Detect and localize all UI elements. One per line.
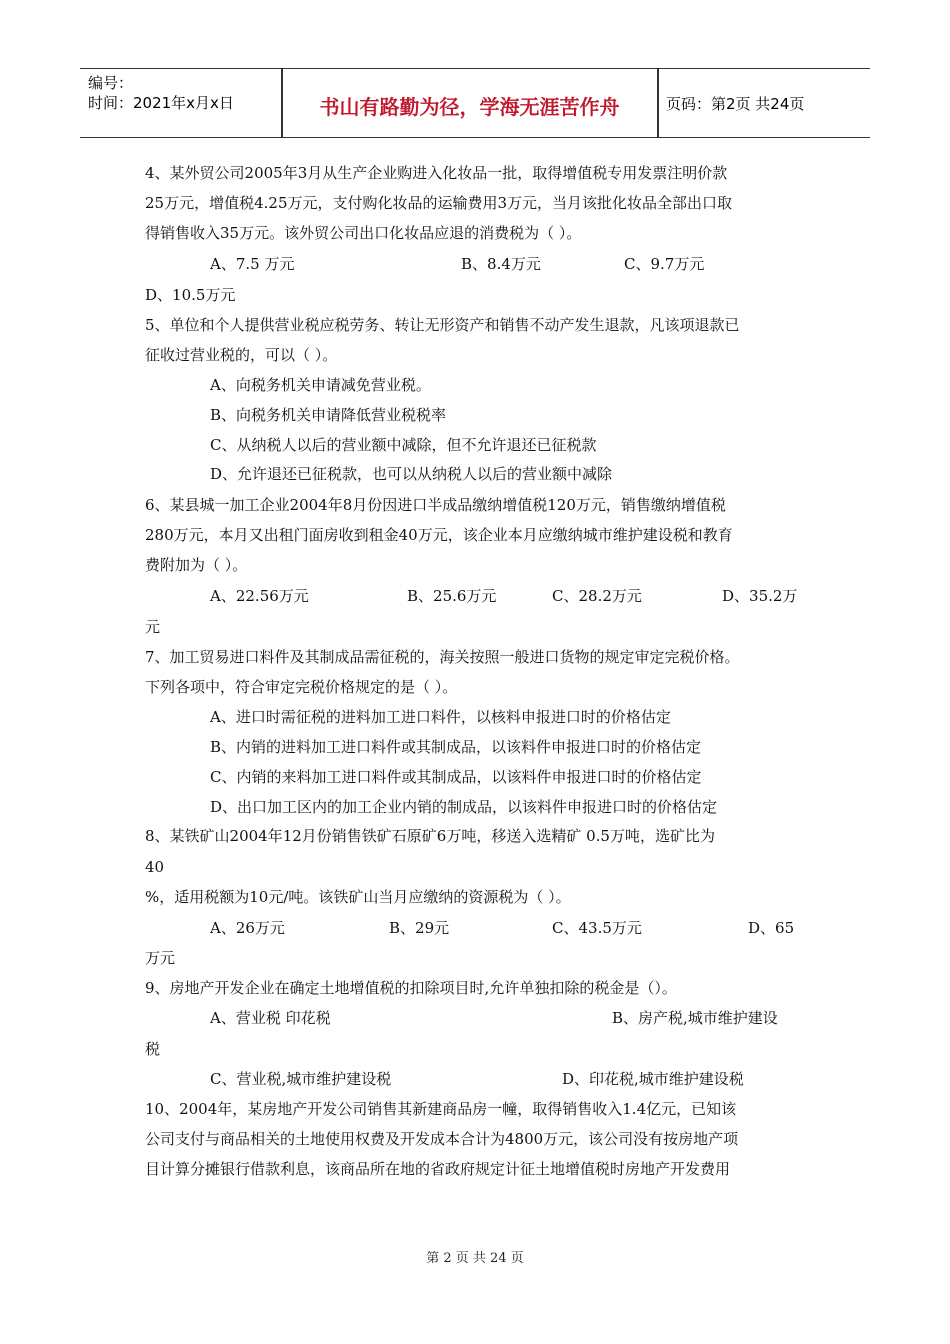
- option-d: D、允许退还已征税款，也可以从纳税人以后的营业额中减除: [210, 465, 613, 483]
- option-b: B、25.6万元: [407, 587, 497, 605]
- header-meta: [88, 73, 280, 113]
- question-4-text: 4、某外贸公司2005年3月从生产企业购进入化妆品一批，取得增值税专用发票注明价款: [145, 164, 728, 182]
- option-b: B、8.4万元: [461, 255, 541, 273]
- option-d: D、出口加工区内的加工企业内销的制成品，以该料件申报进口时的价格估定: [210, 798, 718, 816]
- option-d: D、10.5万元: [145, 286, 236, 304]
- question-5-text: 征收过营业税的，可以（ ）。: [145, 346, 338, 364]
- header-divider: [657, 69, 659, 137]
- option-c: C、9.7万元: [624, 255, 705, 273]
- option-d: D、印花税,城市维护建设税: [562, 1070, 744, 1088]
- question-8-text: 8、某铁矿山2004年12月份销售铁矿石原矿6万吨，移送入选精矿 0.5万吨，选矿比为: [145, 827, 715, 845]
- question-8-text: %，适用税额为10元/吨。该铁矿山当月应缴纳的资源税为（ ）。: [145, 888, 571, 906]
- option-a: A、营业税 印花税: [210, 1009, 331, 1027]
- question-5-text: 5、单位和个人提供营业税应税劳务、转让无形资产和销售不动产发生退款，凡该项退款已: [145, 316, 740, 334]
- option-b-continued: 税: [145, 1040, 161, 1058]
- option-c: C、从纳税人以后的营业额中减除，但不允许退还已征税款: [210, 436, 597, 454]
- question-7-text: 7、加工贸易进口料件及其制成品需征税的，海关按照一般进口货物的规定审定完税价格。: [145, 648, 740, 666]
- option-a: A、进口时需征税的进料加工进口料件，以核料申报进口时的价格估定: [210, 708, 671, 726]
- option-a: A、22.56万元: [210, 587, 309, 605]
- option-a: A、26万元: [210, 919, 285, 937]
- option-b: B、29元: [389, 919, 450, 937]
- question-6-text: 280万元，本月又出租门面房收到租金40万元，该企业本月应缴纳城市维护建设税和教育: [145, 526, 733, 544]
- option-b: B、房产税,城市维护建设: [612, 1009, 778, 1027]
- question-8-text: 40: [145, 858, 165, 876]
- header-motto: 书山有路勤为径，学海无涯苦作舟: [319, 95, 620, 119]
- option-d-continued: 万元: [145, 949, 176, 967]
- option-d: D、35.2万: [722, 587, 798, 605]
- question-6-text: 费附加为（ ）。: [145, 556, 248, 574]
- option-b: B、内销的进料加工进口料件或其制成品，以该料件申报进口时的价格估定: [210, 738, 702, 756]
- option-a: A、向税务机关申请减免营业税。: [210, 376, 431, 394]
- question-4-text: 25万元，增值税4.25万元，支付购化妆品的运输费用3万元，当月该批化妆品全部出口取: [145, 194, 733, 212]
- question-10-text: 10、2004年，某房地产开发公司销售其新建商品房一幢，取得销售收入1.4亿元，已知该: [145, 1100, 737, 1118]
- document-date: 时间：2021年x月x日: [88, 94, 234, 112]
- page-footer: 第 2 页 共 24 页: [426, 1251, 524, 1266]
- document-number-label: 编号：: [88, 74, 134, 92]
- option-c: C、营业税,城市维护建设税: [210, 1070, 392, 1088]
- option-c: C、28.2万元: [552, 587, 642, 605]
- question-4-text: 得销售收入35万元。该外贸公司出口化妆品应退的消费税为（ ）。: [145, 224, 582, 242]
- page-header: [80, 68, 870, 138]
- option-c: C、43.5万元: [552, 919, 642, 937]
- option-a: A、7.5 万元: [210, 255, 295, 273]
- question-7-text: 下列各项中，符合审定完税价格规定的是（ ）。: [145, 678, 458, 696]
- question-10-text: 公司支付与商品相关的土地使用权费及开发成本合计为4800万元，该公司没有按房地产项: [145, 1130, 739, 1148]
- option-d: D、65: [748, 919, 795, 937]
- question-6-text: 6、某县城一加工企业2004年8月份因进口半成品缴纳增值税120万元，销售缴纳增值税: [145, 496, 726, 514]
- question-10-text: 目计算分摊银行借款利息，该商品所在地的省政府规定计征土地增值税时房地产开发费用: [145, 1160, 731, 1178]
- question-9-text: 9、房地产开发企业在确定土地增值税的扣除项目时,允许单独扣除的税金是（）。: [145, 979, 677, 997]
- option-d-continued: 元: [145, 618, 161, 636]
- option-c: C、内销的来料加工进口料件或其制成品，以该料件申报进口时的价格估定: [210, 768, 702, 786]
- option-b: B、向税务机关申请降低营业税税率: [210, 406, 447, 424]
- header-page-info: 页码：第2页 共24页: [666, 95, 805, 113]
